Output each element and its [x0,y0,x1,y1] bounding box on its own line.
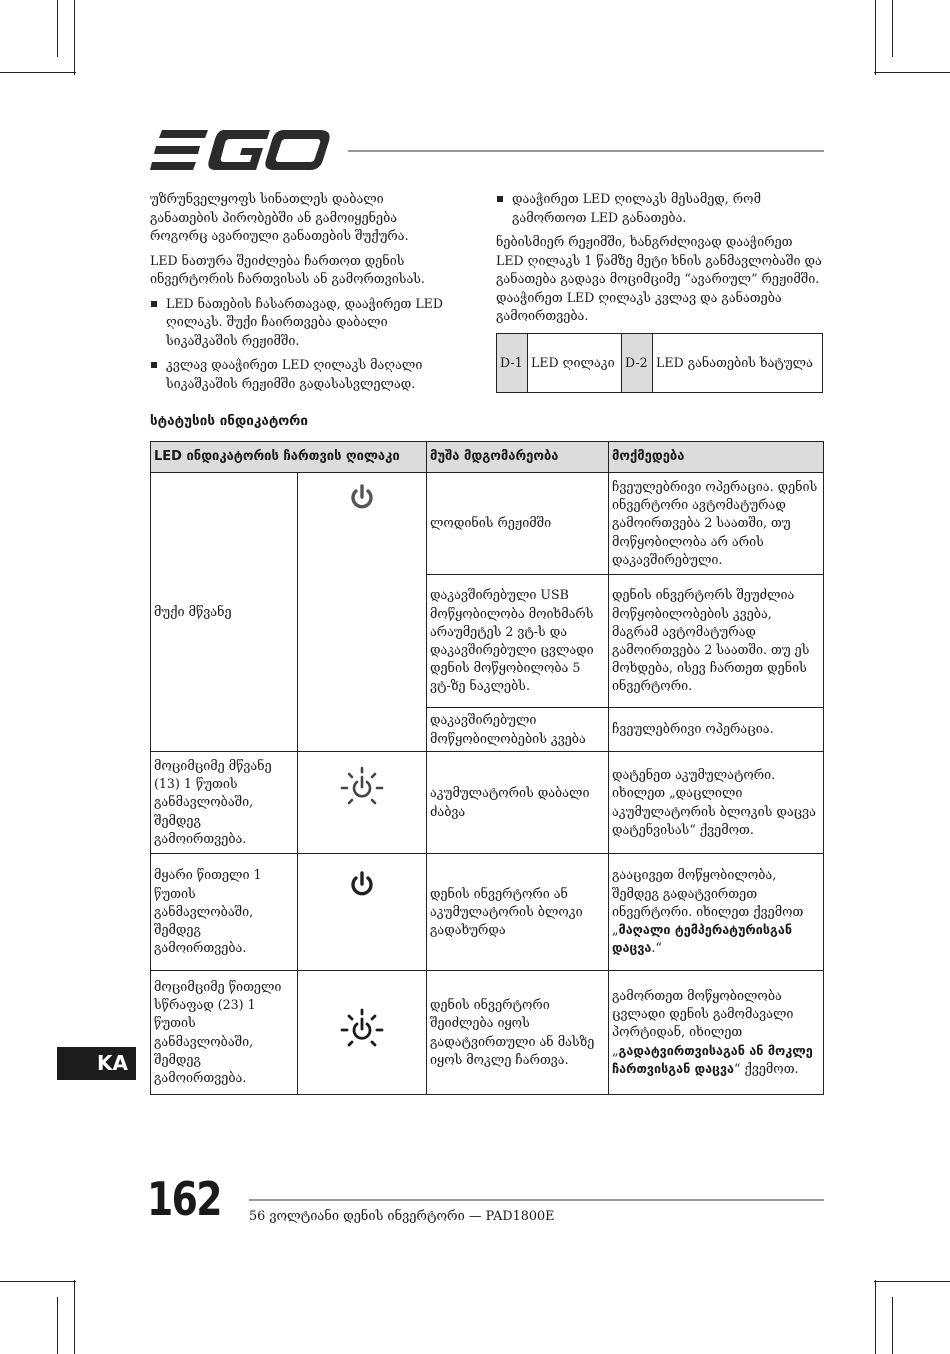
power-icon [349,483,375,511]
status-indicator-table [150,441,824,1095]
table-header-row [151,442,824,473]
column-header: მუშა მდგომარეობა [427,442,609,473]
action-cell: დატენეთ აკუმულატორი. იხილეთ „დაცლილი აკუმულატორის ბლოკის დაცვა დატენვისას“ ქვემოთ. [609,752,824,854]
page-number: 162 [147,1172,221,1226]
action-cell [609,971,824,1095]
action-cell [609,854,824,971]
column-header: LED ინდიკატორის ჩართვის ღილაკი [151,442,427,473]
crop-mark [57,0,58,57]
left-column [150,190,450,399]
crop-mark [74,1280,75,1354]
icon-cell [298,971,427,1095]
legend-text: LED განათების ხატულა [653,334,823,393]
bullet-square-icon [497,196,503,202]
table-row [151,971,824,1095]
legend-label: D-2 [622,334,653,393]
state-cell: დაკავშირებული USB მოწყობილობა მოიხმარს არაუმეტეს 2 ვტ-ს და დაკავშირებული ცვლადი დენის მოწყობილობა 5 ვტ-ზე ნაკლებს. [427,575,609,708]
state-cell: დენის ინვერტორი ან აკუმულატორის ბლოკი გადახურდა [427,854,609,971]
crop-mark [57,1297,58,1354]
footer-rule [249,1199,824,1201]
action-cell: ჩვეულებრივი ოპერაცია. [609,708,824,752]
action-cell: ჩვეულებრივი ოპერაცია. დენის ინვერტორი ავტომატურად გამოირთვება 2 საათში, თუ მოწყობილობა არ არის დაკავშირებული. [609,473,824,575]
table-row [151,854,824,971]
section-title: სტატუსის ინდიკატორი [150,413,308,429]
crop-mark [874,1281,950,1282]
icon-cell [298,473,427,752]
action-reference: მაღალი ტემპერატურისგან დაცვა [612,922,793,956]
crop-mark [874,72,950,73]
state-cell: დენის ინვერტორი შეიძლება იყოს გადატვირთული ან მასზე იყოს მოკლე ჩართვა. [427,971,609,1095]
bullet-text: LED ნათების ჩასართავად, დააჭირეთ LED ღილაკს. შუქი ჩაირთვება დაბალი სიკაშკაშის რეჟიმში. [166,295,443,348]
action-reference: გადატვირთვისაგან ან მოკლე ჩართვისგან დაცვა [612,1042,813,1076]
action-text: “ ქვემოთ. [734,1060,799,1076]
state-cell: აკუმულატორის დაბალი ძაბვა [427,752,609,854]
diagram-legend-table [496,333,823,393]
crop-mark [892,0,893,57]
indicator-cell: მუქი მწვანე [151,473,298,752]
bullet-text: დააჭირეთ LED ღილაკს მესამედ, რომ გამორთოთ LED განათება. [512,191,761,225]
bullet-text: კვლავ დააჭირეთ LED ღილაკს მაღალი სიკაშკაშის რეჟიმში გადასასვლელად. [166,357,423,391]
action-text: გააცივეთ მოწყობილობა, შემდეგ გადატვირთეთ ინვერტორი. იხილეთ ქვემოთ „ [612,867,804,938]
state-cell: ლოდინის რეჟიმში [427,473,609,575]
indicator-cell: მოციმციმე წითელი სწრაფად (23) 1 წუთის განმავლობაში, შემდეგ გამოირთვება. [151,971,298,1095]
action-cell: დენის ინვერტორს შეუძლია მოწყობილობების კვება, მაგრამ ავტომატურად გამოირთვება 2 საათში. თუ ეს მოხდება, ისევ ჩართეთ დენის ინვერტორი. [609,575,824,708]
crop-mark [0,72,76,73]
crop-mark [875,1280,876,1354]
crop-mark [74,0,75,75]
bullet-item [496,190,824,227]
legend-label: D-1 [497,334,528,393]
intro-paragraph: უზრუნველყოფს სინათლეს დაბალი განათების პირობებში ან გამოიყენება როგორც ავარიული განათების შუქურა. [150,191,409,243]
legend-text: LED ღილაკი [528,334,622,393]
icon-cell [298,854,427,971]
bullet-square-icon [151,301,157,307]
state-cell: დაკავშირებული მოწყობილობების კვება [427,708,609,752]
action-text: .“ [651,940,662,956]
footer-text: 56 ვოლტიანი დენის ინვერტორი — PAD1800E [249,1209,555,1224]
emergency-paragraph: ნებისმიერ რეჟიმში, ხანგრძლივად დააჭირეთ LED ღილაკს 1 წამზე მეტი ხნის განმავლობაში და განათება გადავა მოციმციმე “ავარიულ” რეჟიმში. დააჭირეთ LED ღილაკს კვლავ და განათება გამოირთვება. [496,234,822,323]
column-header: მოქმედება [609,442,824,473]
bullet-item [150,295,450,351]
action-text: გამორთეთ მოწყობილობა ცვლადი დენის გამომავალი პორტიდან, იხილეთ „ [612,987,794,1058]
crop-mark [0,1281,76,1282]
led-paragraph: LED ნათურა შეიძლება ჩართოთ დენის ინვერტორის ჩართვისას ან გამორთვისას. [150,252,425,286]
power-blink-icon [338,766,386,810]
table-row [151,752,824,854]
bullet-item [150,356,450,393]
bullet-square-icon [151,362,157,368]
indicator-cell: მოციმციმე მწვანე (13) 1 წუთის განმავლობაში, შემდეგ გამოირთვება. [151,752,298,854]
icon-cell [298,752,427,854]
right-column [496,190,824,332]
power-icon [349,870,375,898]
crop-mark [892,1297,893,1354]
language-tab: KA [57,1047,136,1080]
table-row [151,473,824,575]
crop-mark [875,0,876,75]
ego-logo [150,128,330,172]
indicator-cell: მყარი წითელი 1 წუთის განმავლობაში, შემდეგ გამოირთვება. [151,854,298,971]
power-blink-icon [338,1008,386,1052]
header-rule [348,150,824,152]
